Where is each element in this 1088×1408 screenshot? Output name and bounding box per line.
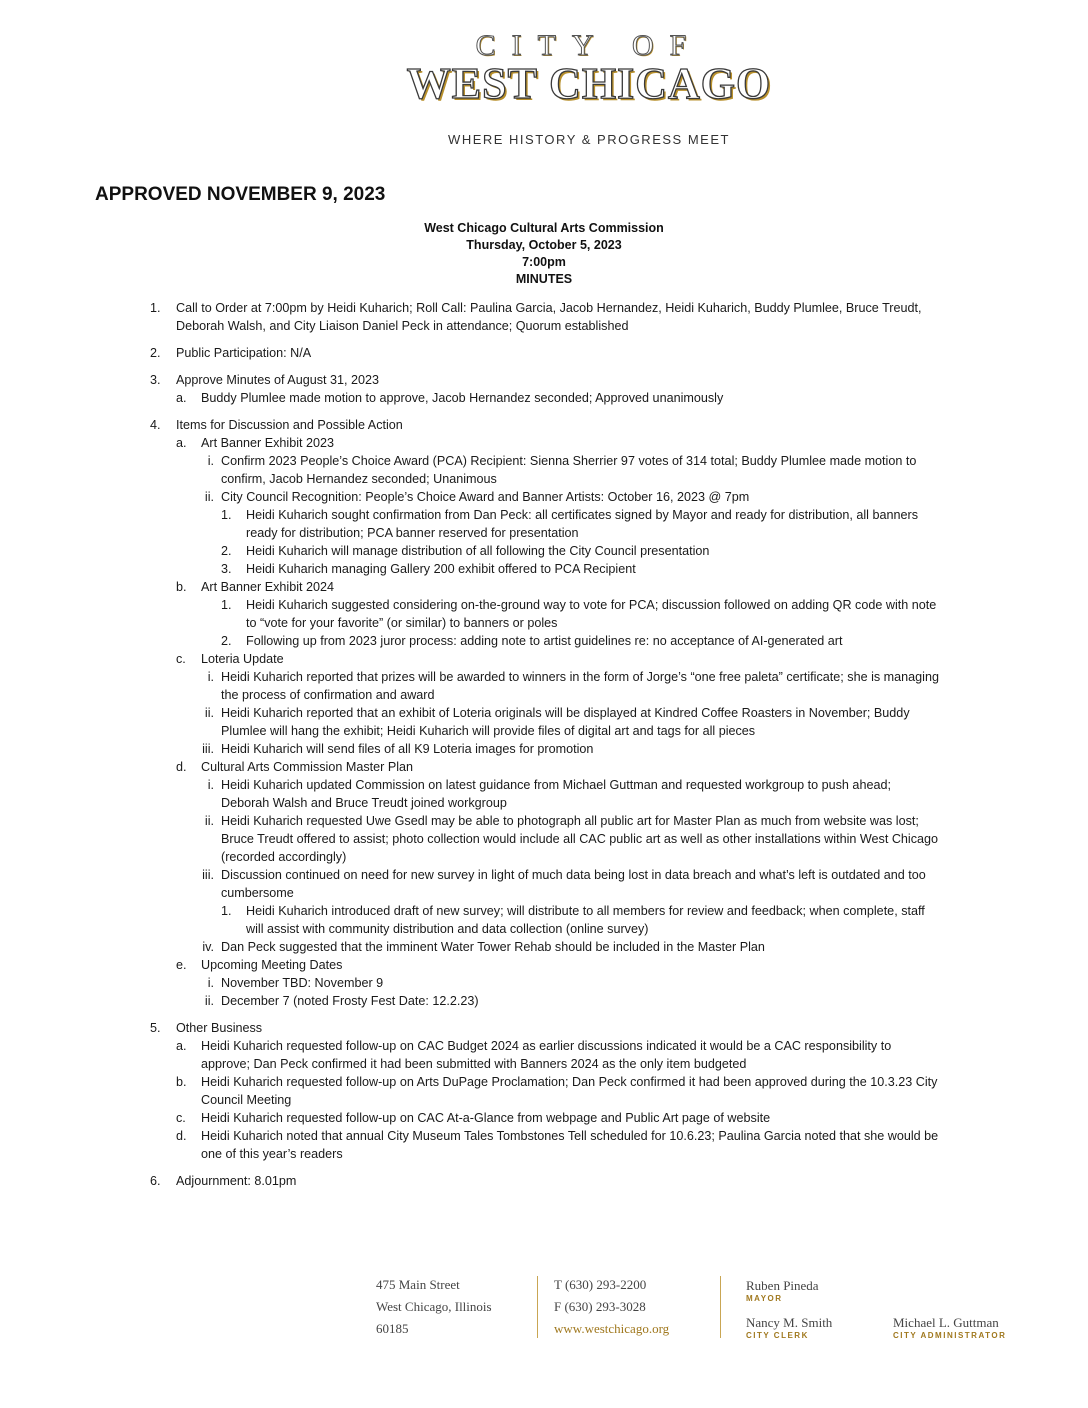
footer-divider (537, 1276, 538, 1338)
sub-item-mark: b. (176, 1075, 187, 1089)
roman-mark: ii. (204, 994, 214, 1008)
sub-item-mark: d. (176, 1129, 187, 1143)
roman-text: Discussion continued on need for new survey in light of much data being lost in data breach and what’s left is outdated and too cumbersome (221, 868, 926, 900)
official-title: CITY ADMINISTRATOR (893, 1331, 1007, 1340)
letterhead-city-name: WEST CHICAGO (406, 59, 772, 108)
numbered-sub-item (176, 542, 940, 560)
sub-item-text: Art Banner Exhibit 2024 (201, 580, 335, 594)
footer-website-link[interactable]: www.westchicago.org (554, 1321, 670, 1336)
item-number: 5. (150, 1021, 161, 1035)
official-name: Nancy M. Smith (746, 1315, 833, 1330)
roman-mark: i. (207, 976, 214, 990)
roman-text: Heidi Kuharich requested Uwe Gsedl may be able to photograph all public art for Master Plan as much from website was lost; Bruce Treudt offered to assist; photo collection would include all CAC public art as well as other installations within West Chicago (recorded accordingly) (221, 814, 939, 864)
item-text: Adjournment: 8.01pm (176, 1174, 297, 1188)
approval-stamp: APPROVED NOVEMBER 9, 2023 (95, 184, 386, 205)
sub-item-text: Heidi Kuharich requested follow-up on Arts DuPage Proclamation; Dan Peck confirmed it had been approved during the 10.3.23 City Council Meeting (201, 1075, 938, 1107)
roman-text: Confirm 2023 People’s Choice Award (PCA) Recipient: Sienna Sherrier 97 votes of 314 total; Buddy Plumlee made motion to confirm, Jacob Hernandez seconded; Unanimous (221, 454, 917, 486)
roman-mark: iii. (202, 868, 214, 882)
official-clerk (746, 1315, 832, 1340)
footer-address (376, 1274, 492, 1340)
item-text: Items for Discussion and Possible Action (176, 418, 403, 432)
roman-text: November TBD: November 9 (221, 976, 384, 990)
numbered-mark: 1. (221, 508, 232, 522)
sub-item-mark: a. (176, 436, 187, 450)
roman-mark: i. (207, 454, 214, 468)
sub-item (176, 434, 940, 452)
sub-item (176, 758, 940, 776)
numbered-text: Heidi Kuharich managing Gallery 200 exhibit offered to PCA Recipient (246, 562, 636, 576)
sub-item-text: Upcoming Meeting Dates (201, 958, 343, 972)
item-number: 3. (150, 373, 161, 387)
sub-item (176, 1073, 940, 1109)
roman-item (176, 704, 940, 740)
sub-item-mark: c. (176, 652, 186, 666)
roman-text: Heidi Kuharich will send files of all K9 Loteria images for promotion (221, 742, 594, 756)
numbered-mark: 2. (221, 544, 232, 558)
numbered-text: Heidi Kuharich sought confirmation from Dan Peck: all certificates signed by Mayor and ready for distribution, all banners ready for distribution; PCA banner reserved for presentation (246, 508, 918, 540)
roman-mark: iii. (202, 742, 214, 756)
roman-item (176, 452, 940, 488)
roman-text: Heidi Kuharich updated Commission on latest guidance from Michael Guttman and requested workgroup to push ahead; Deborah Walsh and Bruce Treudt joined workgroup (221, 778, 891, 810)
meeting-time: 7:00pm (522, 255, 566, 269)
roman-mark: i. (207, 778, 214, 792)
roman-text: City Council Recognition: People’s Choice Award and Banner Artists: October 16, 2023 @ 7pm (221, 490, 750, 504)
agenda-item-3 (150, 371, 940, 407)
letterhead-city-of: CITY OF (475, 29, 703, 62)
roman-item (176, 668, 940, 704)
roman-item (176, 740, 940, 758)
item-text: Approve Minutes of August 31, 2023 (176, 373, 380, 387)
roman-mark: ii. (204, 814, 214, 828)
numbered-sub-item (176, 632, 940, 650)
sub-item-mark: a. (176, 1039, 187, 1053)
agenda-item-2 (150, 344, 940, 362)
sub-item (176, 650, 940, 668)
sub-item-text: Loteria Update (201, 652, 284, 666)
official-title: MAYOR (746, 1294, 783, 1303)
official-mayor (746, 1278, 819, 1303)
roman-mark: i. (207, 670, 214, 684)
item-number: 1. (150, 301, 161, 315)
sub-item-mark: d. (176, 760, 187, 774)
meeting-heading (0, 220, 1088, 288)
numbered-mark: 1. (221, 904, 232, 918)
roman-text: December 7 (noted Frosty Fest Date: 12.2.23) (221, 994, 479, 1008)
sub-item-mark: e. (176, 958, 187, 972)
numbered-mark: 1. (221, 598, 232, 612)
numbered-text: Following up from 2023 juror process: adding note to artist guidelines re: no acceptance of AI-generated art (246, 634, 843, 648)
sub-item (176, 1127, 940, 1163)
agenda-item-1 (150, 299, 940, 335)
sub-item-text: Art Banner Exhibit 2023 (201, 436, 335, 450)
numbered-text: Heidi Kuharich suggested considering on-the-ground way to vote for PCA; discussion followed on adding QR code with note to “vote for your favorite” (or similar) to banners or poles (246, 598, 937, 630)
numbered-text: Heidi Kuharich introduced draft of new survey; will distribute to all members for review and feedback; when complete, staff will assist with community distribution and data collection (online survey) (246, 904, 925, 936)
numbered-sub-item (176, 596, 940, 632)
numbered-mark: 3. (221, 562, 232, 576)
sub-item-mark: a. (176, 391, 187, 405)
agenda-item-5 (150, 1019, 940, 1163)
numbered-sub-item (176, 560, 940, 578)
footer-divider (720, 1276, 721, 1338)
official-administrator (893, 1315, 1006, 1340)
roman-item (176, 974, 940, 992)
item-text: Call to Order at 7:00pm by Heidi Kuharich; Roll Call: Paulina Garcia, Jacob Hernandez, Heidi Kuharich, Buddy Plumlee, Bruce Treudt, Deborah Walsh, and City Liaison Daniel Peck in attendance; Quorum established (176, 301, 922, 333)
meeting-doc-type: MINUTES (515, 272, 573, 286)
item-text: Other Business (176, 1021, 263, 1035)
roman-text: Heidi Kuharich reported that prizes will be awarded to winners in the form of Jorge’s “one free paleta” certificate; she is managing the process of confirmation and award (221, 670, 939, 702)
official-name: Ruben Pineda (746, 1278, 819, 1293)
letterhead-tagline: WHERE HISTORY & PROGRESS MEET (448, 132, 730, 147)
footer-fax: F (630) 293-3028 (554, 1299, 646, 1314)
meeting-date: Thursday, October 5, 2023 (466, 238, 622, 252)
roman-item (176, 812, 940, 866)
numbered-sub-item (176, 506, 940, 542)
roman-item (176, 776, 940, 812)
agenda-item-6 (150, 1172, 940, 1190)
roman-mark: ii. (204, 706, 214, 720)
footer-contact (554, 1274, 669, 1340)
sub-item-text: Buddy Plumlee made motion to approve, Jacob Hernandez seconded; Approved unanimously (201, 391, 724, 405)
roman-item (176, 488, 940, 506)
sub-item-text: Heidi Kuharich requested follow-up on CAC At-a-Glance from webpage and Public Art page of website (201, 1111, 771, 1125)
sub-item-text: Heidi Kuharich noted that annual City Museum Tales Tombstones Tell scheduled for 10.6.23; Paulina Garcia noted that she would be one of this year’s readers (201, 1129, 939, 1161)
roman-mark: ii. (204, 490, 214, 504)
official-title: CITY CLERK (746, 1331, 809, 1340)
numbered-sub-item (176, 902, 940, 938)
sub-item (176, 389, 940, 407)
roman-item (176, 992, 940, 1010)
minutes-body (150, 299, 940, 1190)
item-text: Public Participation: N/A (176, 346, 312, 360)
item-number: 6. (150, 1174, 161, 1188)
letterhead (0, 30, 1088, 147)
item-number: 2. (150, 346, 161, 360)
sub-item (176, 1109, 940, 1127)
numbered-text: Heidi Kuharich will manage distribution of all following the City Council presentation (246, 544, 710, 558)
roman-text: Dan Peck suggested that the imminent Water Tower Rehab should be included in the Master Plan (221, 940, 765, 954)
roman-item (176, 866, 940, 902)
roman-item (176, 938, 940, 956)
footer-phone: T (630) 293-2200 (554, 1277, 647, 1292)
item-number: 4. (150, 418, 161, 432)
numbered-mark: 2. (221, 634, 232, 648)
sub-item-mark: c. (176, 1111, 186, 1125)
sub-item-text: Heidi Kuharich requested follow-up on CAC Budget 2024 as earlier discussions indicated it would be a CAC responsibility to approve; Dan Peck confirmed it had been submitted with Banners 2024 as the only item budgeted (201, 1039, 892, 1071)
sub-item (176, 956, 940, 974)
sub-item-text: Cultural Arts Commission Master Plan (201, 760, 414, 774)
roman-mark: iv. (202, 940, 214, 954)
agenda-item-4 (150, 416, 940, 1010)
official-name: Michael L. Guttman (893, 1315, 999, 1330)
footer-city: West Chicago, Illinois (376, 1299, 492, 1314)
sub-item-mark: b. (176, 580, 187, 594)
roman-text: Heidi Kuharich reported that an exhibit of Loteria originals will be displayed at Kindred Coffee Roasters in November; Buddy Plumlee will hang the exhibit; Heidi Kuharich will provide files of digital art and tags for all pieces (221, 706, 910, 738)
sub-item (176, 1037, 940, 1073)
sub-item (176, 578, 940, 596)
footer-street: 475 Main Street (376, 1277, 460, 1292)
meeting-org: West Chicago Cultural Arts Commission (424, 221, 664, 235)
footer-zip: 60185 (376, 1321, 409, 1336)
